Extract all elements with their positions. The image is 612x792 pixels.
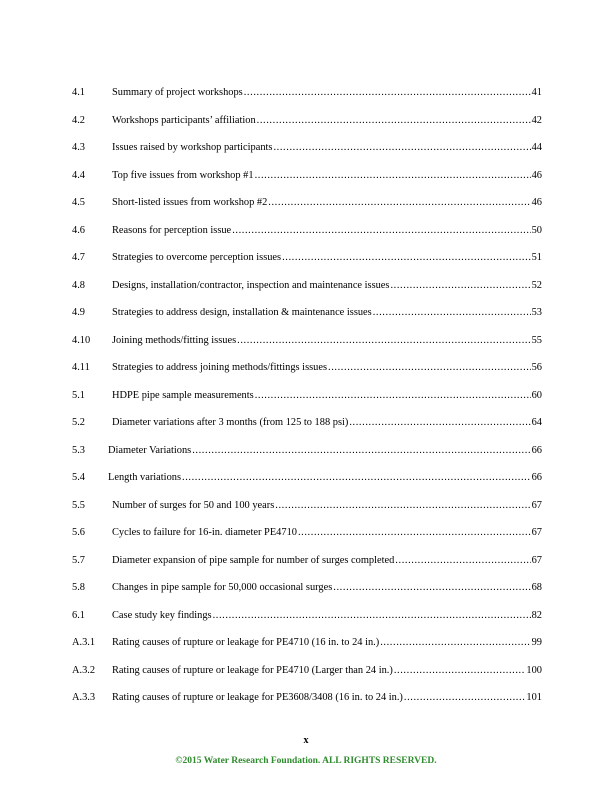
entry-number: 5.3 bbox=[72, 444, 85, 456]
dot-leader bbox=[394, 664, 526, 678]
entry-page: 64 bbox=[531, 417, 542, 428]
entry-page: 50 bbox=[531, 224, 542, 236]
entry-page: 42 bbox=[531, 114, 542, 126]
toc-entry[interactable] bbox=[72, 554, 542, 582]
entry-title: Strategies to overcome perception issues bbox=[112, 252, 282, 263]
entry-number: 5.7 bbox=[72, 554, 85, 566]
entry-title: Workshops participants’ affiliation bbox=[112, 114, 256, 126]
dot-leader bbox=[257, 114, 531, 128]
entry-title: Diameter Variations bbox=[108, 444, 192, 456]
entry-title: Designs, installation/contractor, inspection and maintenance issues bbox=[112, 279, 390, 291]
entry-page: 67 bbox=[531, 554, 542, 566]
dot-leader bbox=[213, 609, 531, 623]
entry-title: Joining methods/fitting issues bbox=[112, 334, 237, 346]
entry-page: 53 bbox=[531, 307, 542, 318]
toc-entry[interactable] bbox=[72, 664, 542, 692]
toc-entry[interactable] bbox=[72, 526, 542, 554]
entry-page: 55 bbox=[531, 334, 542, 346]
toc-entry[interactable] bbox=[72, 196, 542, 224]
entry-number: 4.8 bbox=[72, 279, 85, 291]
toc-entry[interactable] bbox=[72, 334, 542, 362]
dot-leader bbox=[328, 361, 531, 375]
entry-title: Strategies to address joining methods/fittings issues bbox=[112, 362, 328, 373]
entry-number: 5.8 bbox=[72, 582, 85, 593]
entry-page: 56 bbox=[531, 362, 542, 373]
entry-title: Top five issues from workshop #1 bbox=[112, 169, 254, 181]
toc-entry[interactable] bbox=[72, 416, 542, 444]
toc-entry[interactable] bbox=[72, 169, 542, 197]
dot-leader bbox=[395, 554, 530, 568]
entry-title: HDPE pipe sample measurements bbox=[112, 389, 254, 401]
entry-page: 46 bbox=[531, 197, 542, 208]
entry-page: 52 bbox=[531, 279, 542, 291]
entry-title: Rating causes of rupture or leakage for PE4710 (Larger than 24 in.) bbox=[112, 664, 393, 676]
dot-leader bbox=[192, 444, 530, 458]
entry-title: Length variations bbox=[108, 472, 182, 483]
toc-entry[interactable] bbox=[72, 499, 542, 527]
dot-leader bbox=[182, 471, 531, 485]
entry-page: 60 bbox=[531, 389, 542, 401]
toc-entry[interactable] bbox=[72, 224, 542, 252]
entry-page: 67 bbox=[531, 527, 542, 538]
page-number: x bbox=[303, 735, 309, 746]
dot-leader bbox=[273, 141, 530, 155]
entry-title: Case study key findings bbox=[112, 609, 212, 621]
entry-page: 67 bbox=[531, 499, 542, 511]
entry-number: 5.6 bbox=[72, 527, 85, 538]
toc-entry[interactable] bbox=[72, 444, 542, 472]
entry-number: 5.1 bbox=[72, 389, 85, 401]
dot-leader bbox=[298, 526, 531, 540]
toc-entry[interactable] bbox=[72, 636, 542, 664]
entry-page: 44 bbox=[531, 142, 542, 153]
entry-number: A.3.2 bbox=[72, 664, 96, 676]
entry-page: 99 bbox=[531, 637, 542, 648]
entry-number: 5.4 bbox=[72, 472, 85, 483]
toc-entry[interactable] bbox=[72, 86, 542, 114]
entry-number: 4.4 bbox=[72, 169, 85, 181]
dot-leader bbox=[244, 86, 531, 100]
entry-title: Diameter expansion of pipe sample for number of surges completed bbox=[112, 554, 395, 566]
entry-title: Strategies to address design, installation & maintenance issues bbox=[112, 307, 372, 318]
toc-entry[interactable] bbox=[72, 141, 542, 169]
entry-title: Rating causes of rupture or leakage for PE3608/3408 (16 in. to 24 in.) bbox=[112, 692, 403, 703]
dot-leader bbox=[349, 416, 530, 430]
toc-entry[interactable] bbox=[72, 609, 542, 637]
dot-leader bbox=[237, 334, 530, 348]
entry-page: 51 bbox=[531, 252, 542, 263]
entry-title: Reasons for perception issue bbox=[112, 224, 232, 236]
toc-entry[interactable] bbox=[72, 279, 542, 307]
entry-title: Issues raised by workshop participants bbox=[112, 142, 273, 153]
dot-leader bbox=[282, 251, 531, 265]
entry-page: 82 bbox=[531, 609, 542, 621]
entry-number: A.3.1 bbox=[72, 637, 96, 648]
entry-number: 4.11 bbox=[72, 362, 90, 373]
entry-number: A.3.3 bbox=[72, 692, 96, 703]
toc-entry[interactable] bbox=[72, 691, 542, 719]
copyright-notice: ©2015 Water Research Foundation. ALL RIGHTS RESERVED. bbox=[175, 756, 437, 766]
entry-page: 66 bbox=[531, 444, 542, 456]
dot-leader bbox=[275, 499, 530, 513]
entry-number: 4.6 bbox=[72, 224, 85, 236]
entry-page: 46 bbox=[531, 169, 542, 181]
dot-leader bbox=[255, 389, 531, 403]
entry-number: 4.9 bbox=[72, 307, 85, 318]
entry-page: 101 bbox=[526, 692, 542, 703]
entry-title: Rating causes of rupture or leakage for PE4710 (16 in. to 24 in.) bbox=[112, 637, 380, 648]
entry-title: Cycles to failure for 16-in. diameter PE4710 bbox=[112, 527, 297, 538]
dot-leader bbox=[333, 581, 530, 595]
entry-number: 4.5 bbox=[72, 197, 85, 208]
entry-number: 5.5 bbox=[72, 499, 85, 511]
entry-number: 4.3 bbox=[72, 142, 85, 153]
dot-leader bbox=[373, 306, 531, 320]
entry-page: 41 bbox=[531, 87, 542, 98]
toc-entry[interactable] bbox=[72, 114, 542, 142]
entry-title: Changes in pipe sample for 50,000 occasional surges bbox=[112, 582, 333, 593]
entry-page: 100 bbox=[526, 664, 542, 676]
toc-entry[interactable] bbox=[72, 306, 542, 334]
toc-entry[interactable] bbox=[72, 581, 542, 609]
toc-entry[interactable] bbox=[72, 251, 542, 279]
dot-leader bbox=[404, 691, 526, 705]
table-of-contents bbox=[72, 86, 542, 719]
entry-page: 68 bbox=[531, 582, 542, 593]
entry-number: 6.1 bbox=[72, 609, 85, 621]
dot-leader bbox=[232, 224, 530, 238]
entry-number: 4.1 bbox=[72, 87, 85, 98]
entry-title: Number of surges for 50 and 100 years bbox=[112, 499, 275, 511]
dot-leader bbox=[255, 169, 531, 183]
entry-page: 66 bbox=[531, 472, 542, 483]
toc-entry[interactable] bbox=[72, 471, 542, 499]
toc-entry[interactable] bbox=[72, 361, 542, 389]
dot-leader bbox=[390, 279, 530, 293]
toc-entry[interactable] bbox=[72, 389, 542, 417]
entry-title: Short-listed issues from workshop #2 bbox=[112, 197, 268, 208]
entry-number: 4.10 bbox=[72, 334, 91, 346]
entry-title: Diameter variations after 3 months (from 125 to 188 psi) bbox=[112, 417, 349, 428]
entry-title: Summary of project workshops bbox=[112, 87, 243, 98]
entry-number: 4.2 bbox=[72, 114, 85, 126]
entry-number: 4.7 bbox=[72, 252, 85, 263]
dot-leader bbox=[380, 636, 530, 650]
dot-leader bbox=[268, 196, 530, 210]
entry-number: 5.2 bbox=[72, 417, 85, 428]
